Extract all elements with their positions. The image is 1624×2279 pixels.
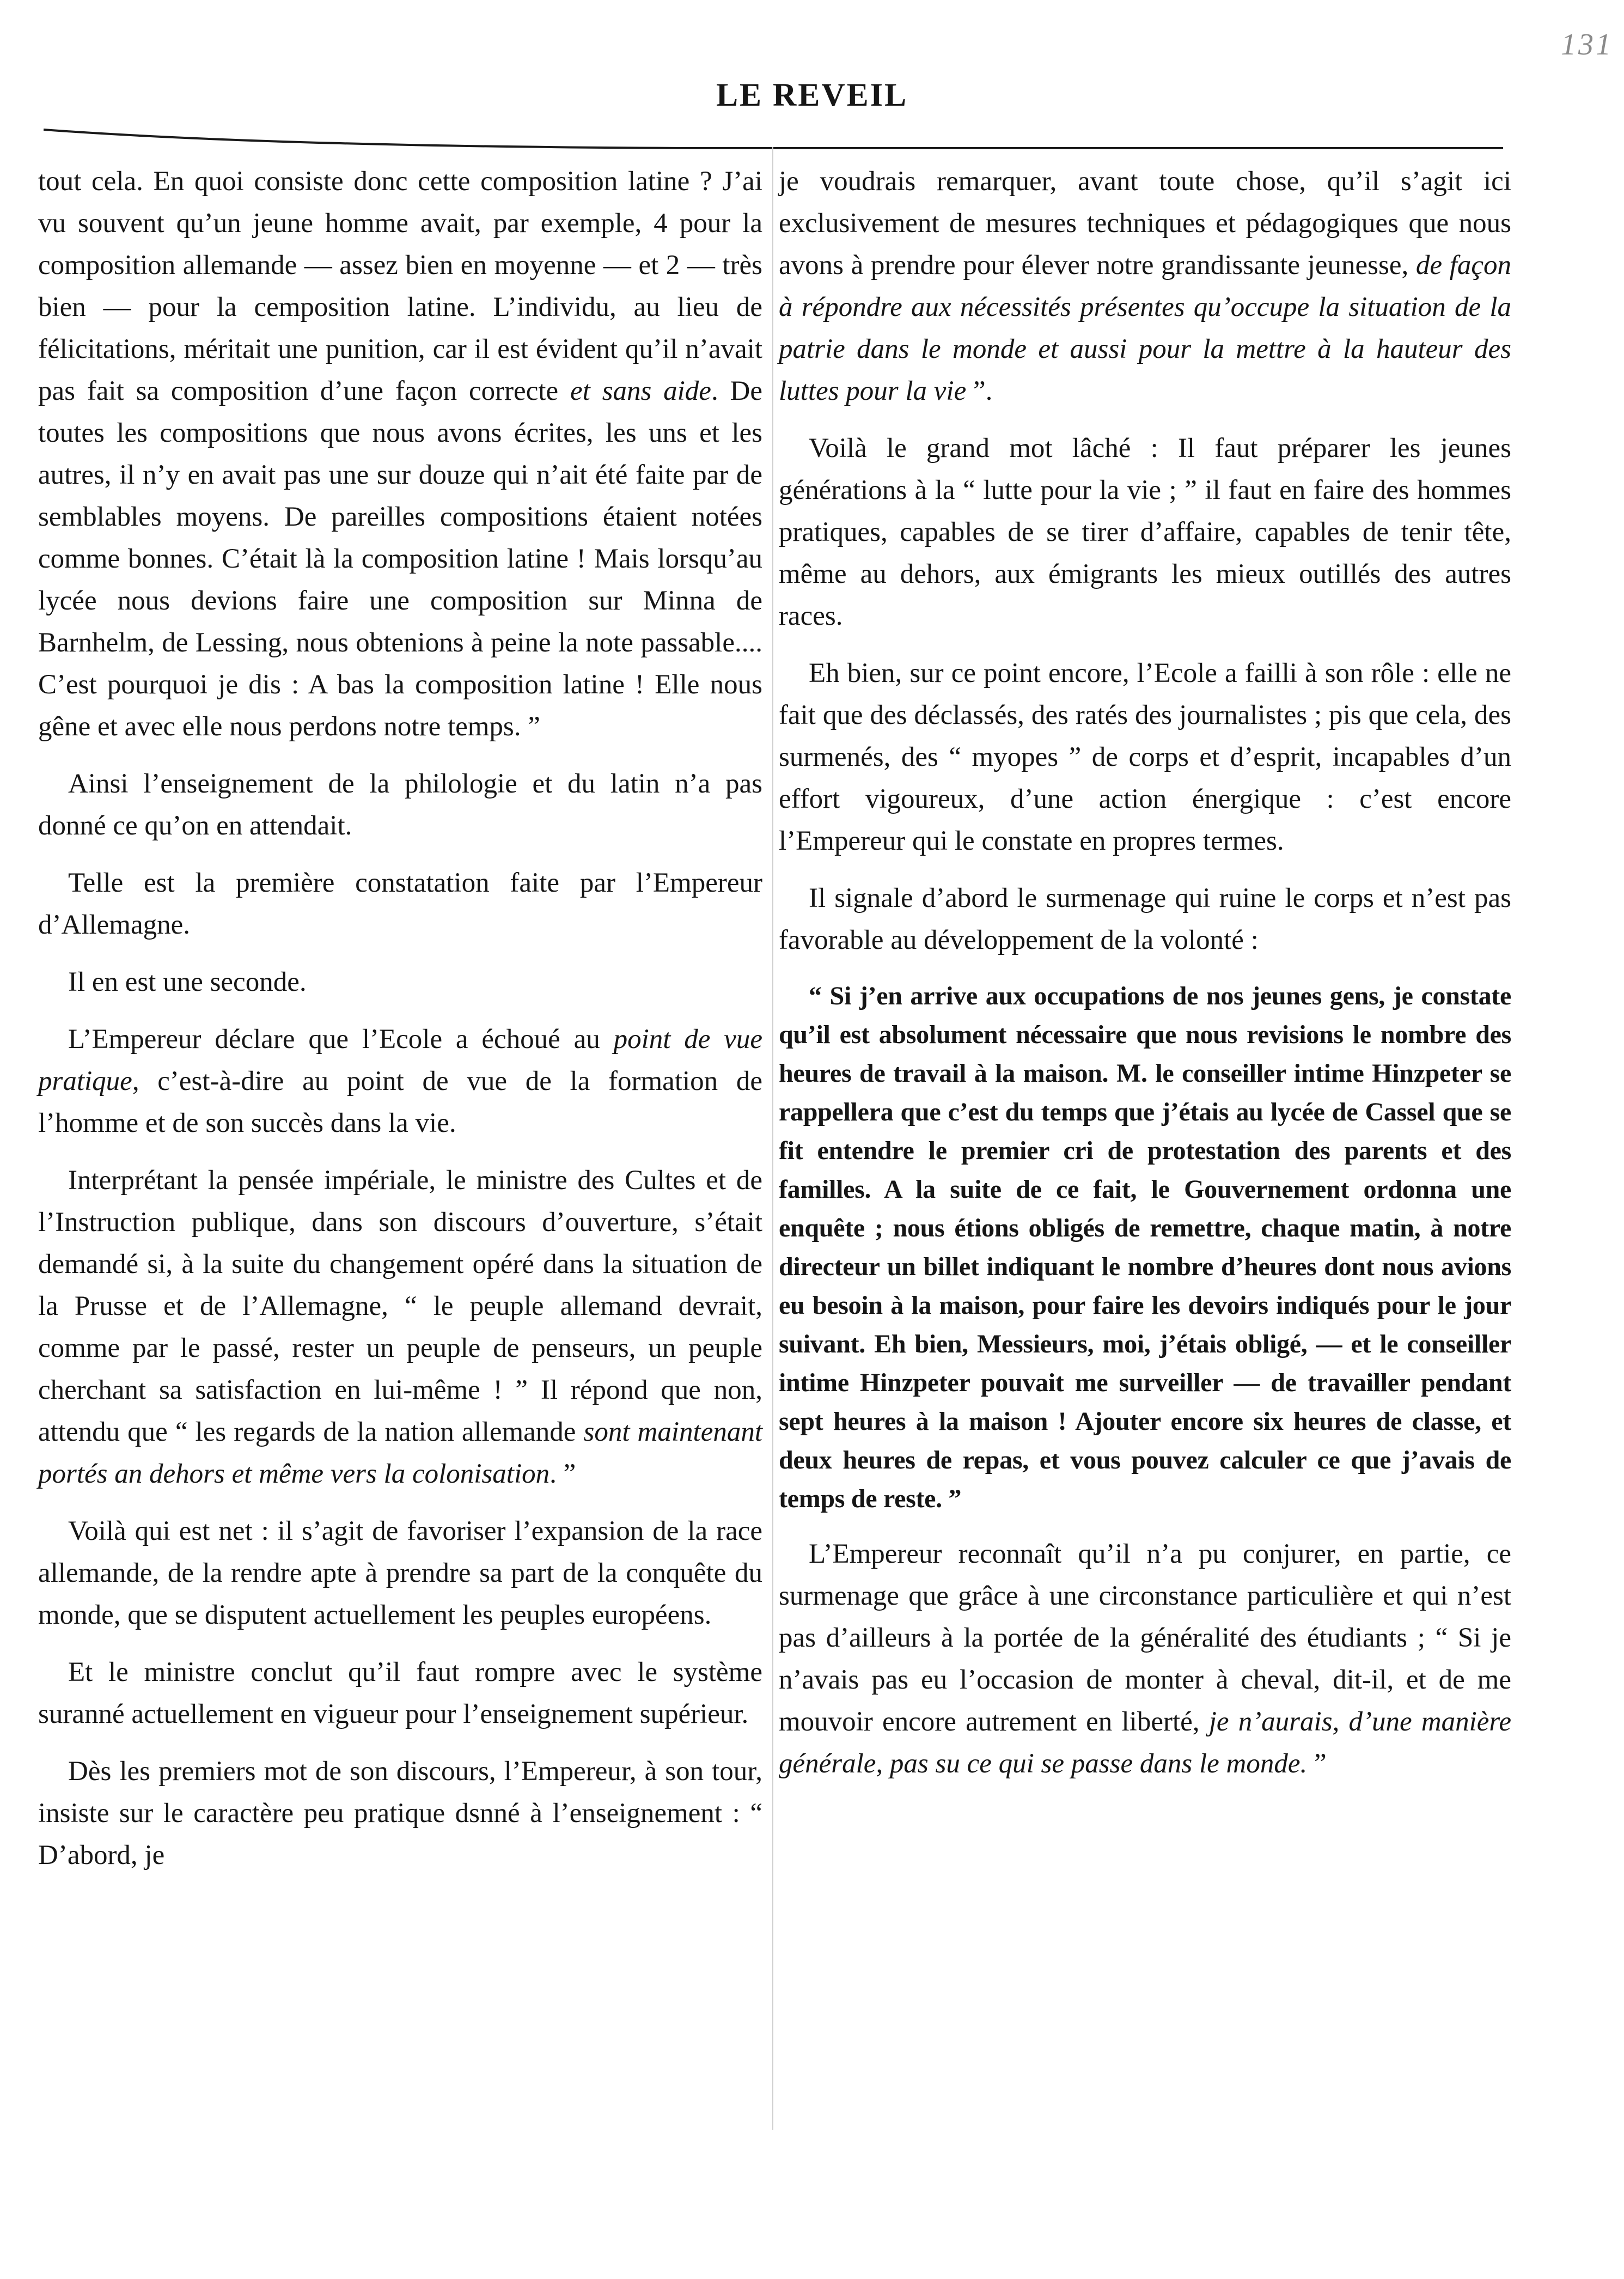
italic-text-run: je n’aurais, d’une manière générale, pas su ce qui se passe dans le monde. xyxy=(779,1707,1512,1779)
text-run: . De toutes les compositions que nous avons écrites, les uns et les autres, il n’y en avait pas une sur douze qui n’ait été faite par de semblables moyens. De pareilles compositions étaient notées comme bonnes. C’était là la composition latine ! Mais lorsqu’au lycée nous devions faire une composition sur Minna de Barnhelm, de Lessing, nous obtenions à peine la note passable.... C’est pourquoi je dis : A bas la composition latine ! Elle nous gêne et avec elle nous perdons notre temps. ” xyxy=(38,376,762,742)
text-run: L’Empereur reconnaît qu’il n’a pu conjurer, en partie, ce surmenage que grâce à une circonstance particulière et qui n’est pas d’ailleurs à la portée de la généralité des étudiants ; “ Si je n’avais pas eu l’occasion de monter à cheval, dit-il, et de me mouvoir encore autrement en liberté, xyxy=(779,1539,1511,1737)
text-run: Il signale d’abord le surmenage qui ruine le corps et n’est pas favorable au développement de la volonté : xyxy=(779,883,1511,955)
text-run: Voilà qui est net : il s’agit de favoriser l’expansion de la race allemande, de la rendre apte à prendre sa part de la conquête du monde, que se disputent actuellement les peuples européens. xyxy=(38,1516,762,1630)
text-run: , c’est-à-dire au point de vue de la formation de l’homme et de son succès dans la vie. xyxy=(38,1066,762,1138)
text-run: Il en est une seconde. xyxy=(68,967,307,997)
text-run: L’Empereur déclare que l’Ecole a échoué au xyxy=(68,1024,614,1055)
right-paragraph xyxy=(779,653,1511,862)
left-paragraph xyxy=(38,1019,762,1144)
header-rule xyxy=(44,125,1503,158)
right-paragraph xyxy=(779,161,1511,412)
text-run: Voilà le grand mot lâché : Il faut préparer les jeunes générations à la “ lutte pour la vie ; ” il faut en faire des hommes pratiques, capables de se tirer d’affaire, capables de tenir tête, même au dehors, aux émigrants les mieux outillés des autres races. xyxy=(779,433,1511,631)
left-paragraph xyxy=(38,763,762,847)
left-paragraph xyxy=(38,1652,762,1735)
left-column xyxy=(38,161,762,1876)
running-head: LE REVEIL xyxy=(716,77,908,113)
right-paragraph xyxy=(779,428,1511,637)
text-run: Telle est la première constatation faite par l’Empereur d’Allemagne. xyxy=(38,868,762,940)
left-paragraph xyxy=(38,1751,762,1876)
text-run: ” xyxy=(1307,1748,1327,1779)
text-run: Interprétant la pensée impériale, le ministre des Cultes et de l’Instruction publique, dans son discours d’ouverture, s’était demandé si, à la suite du changement opéré dans la situation de la Prusse et de l’Allemagne, “ le peuple allemand devrait, comme par le passé, rester un peuple de penseurs, un peuple cherchant sa satisfaction en lui-même ! ” Il répond que non, attendu que “ les regards de la nation allemande xyxy=(38,1165,762,1447)
text-run: ”. xyxy=(966,376,993,406)
left-paragraph xyxy=(38,862,762,946)
page-number-mark: 131 xyxy=(1561,28,1613,62)
right-column xyxy=(779,161,1511,1785)
italic-text-run: et sans aide xyxy=(570,376,711,406)
italic-text-run: sont maintenant portés an dehors et même vers la colonisation xyxy=(38,1417,763,1489)
left-paragraph xyxy=(38,1160,762,1495)
text-run: . ” xyxy=(550,1459,576,1489)
italic-text-run: de façon à répondre aux nécessités présentes qu’occupe la situation de la patrie dans le monde et aussi pour la mettre à la hauteur des luttes pour la vie xyxy=(779,250,1511,406)
text-run: Ainsi l’enseignement de la philologie et du latin n’a pas donné ce qu’on en attendait. xyxy=(38,769,762,841)
text-run: “ Si j’en arrive aux occupations de nos jeunes gens, je constate qu’il est absolument nécessaire que nous revisions le nombre des heures de travail à la maison. M. le conseiller intime Hinzpeter se rappellera que c’est du temps que j’étais au lycée de Cassel que se fit entendre le premier cri de protestation des parents et des familles. A la suite de ce fait, le Gouvernement ordonna une enquête ; nous étions obligés de remettre, chaque matin, à notre directeur un billet indiquant le nombre d’heures dont nous avions eu besoin à la maison, pour faire les devoirs indiqués pour le jour suivant. Eh bien, Messieurs, moi, j’étais obligé, — et le conseiller intime Hinzpeter pouvait me surveiller — de travailler pendant sept heures à la maison ! Ajouter encore six heures de classe, et deux heures de repas, et vous pouvez calculer ce que j’avais de temps de reste. ” xyxy=(779,982,1511,1513)
text-run: tout cela. En quoi consiste donc cette composition latine ? J’ai vu souvent qu’un jeune homme avait, par exemple, 4 pour la composition allemande — assez bien en moyenne — et 2 — très bien — pour la cemposition latine. L’individu, au lieu de félicitations, méritait une punition, car il est évident qu’il n’avait pas fait sa composition d’une façon correcte xyxy=(38,166,762,406)
column-divider xyxy=(772,147,773,2130)
text-run: je voudrais remarquer, avant toute chose, qu’il s’agit ici exclusivement de mesures techniques et pédagogiques que nous avons à prendre pour élever notre grandissante jeunesse, xyxy=(779,166,1511,281)
right-paragraph xyxy=(779,878,1511,961)
left-paragraph xyxy=(38,161,762,748)
text-run: Eh bien, sur ce point encore, l’Ecole a failli à son rôle : elle ne fait que des déclassés, des ratés des journalistes ; pis que cela, des surmenés, des “ myopes ” de corps et d’esprit, incapables d’un effort vigoureux, d’une action énergique : c’est encore l’Empereur qui le constate en propres termes. xyxy=(779,658,1511,856)
italic-text-run: point de vue pratique xyxy=(38,1024,763,1096)
text-run: Dès les premiers mot de son discours, l’Empereur, à son tour, insiste sur le caractère peu pratique dsnné à l’enseignement : “ D’abord, je xyxy=(38,1756,762,1870)
right-paragraph xyxy=(779,1533,1511,1785)
emperor-quote xyxy=(779,977,1511,1518)
left-paragraph xyxy=(38,1510,762,1636)
text-run: Et le ministre conclut qu’il faut rompre avec le système suranné actuellement en vigueur pour l’enseignement supérieur. xyxy=(38,1657,762,1729)
left-paragraph xyxy=(38,961,762,1003)
